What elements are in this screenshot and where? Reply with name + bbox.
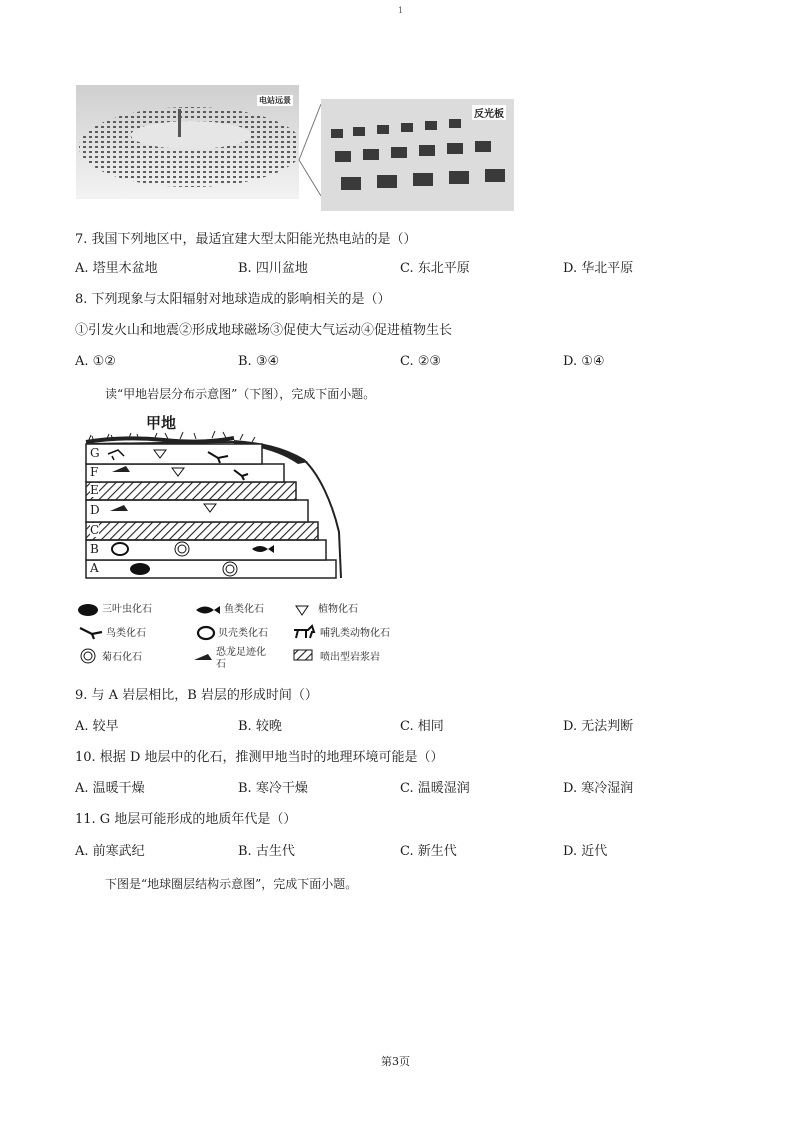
legend-shell: 贝壳类化石 — [218, 628, 268, 639]
question-10-stem: 10. 根据 D 地层中的化石，推测甲地当时的地理环境可能是（） — [75, 750, 444, 765]
legend-plant: 植物化石 — [318, 604, 358, 615]
question-8-option-d: D. ①④ — [563, 354, 605, 369]
question-10-option-d: D. 寒冷湿润 — [563, 781, 634, 796]
photo-label-left: 电站远景 — [259, 96, 291, 105]
layer-label-a: A — [90, 561, 99, 575]
layer-label-e: E — [90, 483, 99, 497]
intro-earth-spheres: 下图是“地球圈层结构示意图”，完成下面小题。 — [105, 877, 358, 891]
question-10-option-b: B. 寒冷干燥 — [238, 781, 308, 796]
question-7-option-a: A. 塔里木盆地 — [75, 261, 158, 276]
question-8-option-a: A. ①② — [75, 354, 116, 369]
legend-extrusive-rock: 喷出型岩浆岩 — [320, 652, 380, 663]
layer-label-d: D — [90, 503, 100, 517]
legend-dino-footprint-cont: 石 — [216, 659, 226, 670]
question-11-stem: 11. G 地层可能形成的地质年代是（） — [75, 812, 297, 827]
layer-label-b: B — [90, 542, 99, 556]
question-7-option-d: D. 华北平原 — [563, 261, 634, 276]
legend-dino-footprint: 恐龙足迹化 — [216, 647, 266, 658]
layer-label-f: F — [90, 465, 99, 479]
question-8-stem: 8. 下列现象与太阳辐射对地球造成的影响相关的是（） — [75, 292, 391, 307]
question-11-option-b: B. 古生代 — [238, 844, 295, 859]
legend-bird: 鸟类化石 — [106, 628, 146, 639]
photo-label-right: 反光板 — [472, 105, 506, 120]
page-number: 第3页 — [381, 1055, 410, 1068]
question-8-option-c: C. ②③ — [400, 354, 442, 369]
question-9-stem: 9. 与 A 岩层相比，B 岩层的形成时间（） — [75, 688, 318, 703]
diagram-title: 甲地 — [146, 414, 177, 432]
question-11-option-d: D. 近代 — [563, 844, 608, 859]
question-11-option-a: A. 前寒武纪 — [75, 844, 145, 859]
rock-layer-diagram — [84, 412, 354, 584]
reflector-photo — [321, 99, 514, 211]
layer-label-g: G — [90, 446, 100, 460]
diagram-legend — [76, 600, 416, 670]
question-7-option-b: B. 四川盆地 — [238, 261, 308, 276]
question-9-option-a: A. 较早 — [75, 719, 119, 734]
photo-connector — [297, 100, 323, 200]
legend-ammonite: 菊石化石 — [102, 652, 142, 663]
question-10-option-c: C. 温暖湿润 — [400, 781, 470, 796]
question-8-option-b: B. ③④ — [238, 354, 280, 369]
question-9-option-d: D. 无法判断 — [563, 719, 634, 734]
power-station-photo — [76, 85, 299, 199]
layer-label-c: C — [90, 523, 100, 537]
question-10-option-a: A. 温暖干燥 — [75, 781, 145, 796]
question-9-option-b: B. 较晚 — [238, 719, 282, 734]
question-7-option-c: C. 东北平原 — [400, 261, 470, 276]
intro-rock-layers: 读“甲地岩层分布示意图”（下图），完成下面小题。 — [105, 387, 376, 401]
legend-fish: 鱼类化石 — [224, 604, 264, 615]
legend-mammal: 哺乳类动物化石 — [320, 628, 390, 639]
page-top-mark: 1 — [398, 6, 404, 15]
question-11-option-c: C. 新生代 — [400, 844, 457, 859]
question-7-stem: 7. 我国下列地区中，最适宜建大型太阳能光热电站的是（） — [75, 232, 417, 247]
question-9-option-c: C. 相同 — [400, 719, 444, 734]
question-8-substem: ①引发火山和地震②形成地球磁场③促使大气运动④促进植物生长 — [75, 323, 453, 338]
legend-trilobite: 三叶虫化石 — [102, 604, 152, 615]
